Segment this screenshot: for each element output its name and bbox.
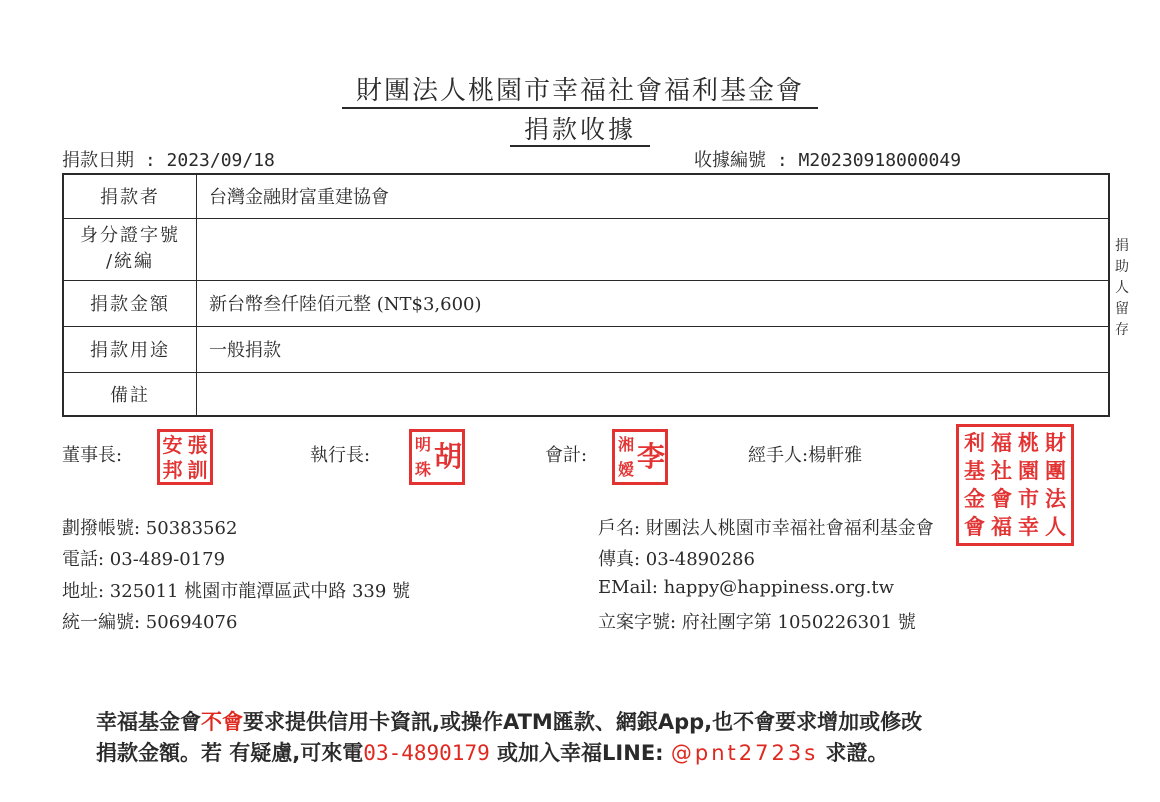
- amount-label: 捐款金額: [63, 280, 197, 326]
- seal-char: 湘: [617, 434, 634, 454]
- seal-char: 人: [1045, 514, 1066, 539]
- donation-date-value: 2023/09/18: [166, 150, 275, 171]
- phone: 電話: 03-489-0179: [62, 549, 226, 570]
- id-number-label: [63, 218, 197, 280]
- table-row-id-number: [63, 218, 1109, 280]
- seal-char: 福: [991, 430, 1012, 455]
- receipt-number-value: M20230918000049: [798, 150, 962, 171]
- donation-date-label: 捐款日期: [62, 150, 134, 171]
- ceo-label: 執行長:: [310, 445, 371, 466]
- receipt-number-label: 收據編號: [694, 150, 766, 171]
- seal-char: 安: [162, 432, 183, 457]
- seal-char: 會: [964, 514, 985, 539]
- ceo-seal: [409, 429, 465, 485]
- remarks-value: [197, 372, 1110, 416]
- seal-char: 胡: [433, 440, 462, 473]
- warning-text: 幸福基金會: [96, 710, 201, 734]
- organization-title: [0, 70, 1160, 107]
- id-number-label-line2: /統編: [105, 251, 155, 272]
- donor-label: 捐款者: [63, 174, 197, 218]
- id-number-value: [197, 218, 1110, 280]
- warning-line-2: [96, 737, 888, 767]
- warning-text: 求證。: [825, 741, 889, 765]
- document-title: [0, 110, 1160, 146]
- remarks-label: 備註: [63, 372, 197, 416]
- handler: 經手人:楊軒雅: [748, 445, 863, 466]
- warning-line-1: [96, 706, 922, 736]
- seal-char: 嫒: [617, 459, 634, 479]
- account-name: 戶名: 財團法人桃園市幸福社會福利基金會: [598, 518, 934, 539]
- seal-char: 李: [636, 440, 665, 473]
- table-row-purpose: [63, 326, 1109, 372]
- warning-highlight: 不會: [201, 710, 243, 734]
- purpose-label: 捐款用途: [63, 326, 197, 372]
- donation-date: 捐款日期 : 2023/09/18: [62, 150, 275, 171]
- seal-char: 利: [964, 430, 985, 455]
- document-title-text: 捐款收據: [510, 115, 650, 147]
- seal-char: 邦: [162, 457, 183, 482]
- warning-text: 要求提供信用卡資訊,或操作ATM匯款、網銀App,也不會要求增加或修改: [243, 710, 923, 734]
- warning-phone: 03-4890179: [363, 741, 490, 765]
- seal-char: 市: [1018, 486, 1039, 511]
- table-row-remarks: [63, 372, 1109, 416]
- id-number-label-line1: 身分證字號: [80, 225, 180, 246]
- accountant-seal: [612, 429, 668, 485]
- receipt-number: 收據編號 : M20230918000049: [694, 150, 962, 171]
- seal-char: 法: [1045, 486, 1066, 511]
- table-row-amount: [63, 280, 1109, 326]
- warning-line-id: @pnt2723s: [670, 741, 819, 765]
- seal-char: 明: [414, 434, 431, 454]
- organization-seal: [956, 424, 1074, 546]
- chairman-seal: [157, 429, 213, 485]
- warning-text: 或加入幸福LINE:: [497, 741, 664, 765]
- seal-char: 團: [1045, 458, 1066, 483]
- accountant-label: 會計:: [545, 445, 588, 466]
- seal-char: 訓: [187, 457, 208, 482]
- seal-char: 基: [964, 458, 985, 483]
- seal-char: 財: [1045, 430, 1066, 455]
- email: EMail: happy@happiness.org.tw: [598, 577, 895, 598]
- seal-char: 珠: [414, 459, 431, 479]
- purpose-value: 一般捐款: [197, 326, 1110, 372]
- tax-id: 統一編號: 50694076: [62, 612, 238, 633]
- fax: 傳真: 03-4890286: [598, 549, 755, 570]
- postal-account: 劃撥帳號: 50383562: [62, 518, 238, 539]
- address: 地址: 325011 桃園市龍潭區武中路 339 號: [62, 581, 411, 602]
- amount-value: 新台幣叁仟陸佰元整 (NT$3,600): [197, 280, 1110, 326]
- seal-char: 張: [187, 432, 208, 457]
- seal-char: 幸: [1018, 514, 1039, 539]
- donor-value: 台灣金融財富重建協會: [197, 174, 1110, 218]
- seal-char: 桃: [1018, 430, 1039, 455]
- seal-char: 社: [991, 458, 1012, 483]
- donor-copy-note: 捐助人留存: [1115, 238, 1129, 338]
- organization-title-text: 財團法人桃園市幸福社會福利基金會: [342, 76, 818, 109]
- seal-char: 會: [991, 486, 1012, 511]
- seal-char: 福: [991, 514, 1012, 539]
- seal-char: 園: [1018, 458, 1039, 483]
- registration-number: 立案字號: 府社團字第 1050226301 號: [598, 612, 916, 633]
- seal-char: 金: [964, 486, 985, 511]
- warning-text: 捐款金額。若 有疑慮,可來電: [96, 741, 364, 765]
- chairman-label: 董事長:: [62, 445, 123, 466]
- table-row-donor: [63, 174, 1109, 218]
- receipt-table: [62, 173, 1110, 417]
